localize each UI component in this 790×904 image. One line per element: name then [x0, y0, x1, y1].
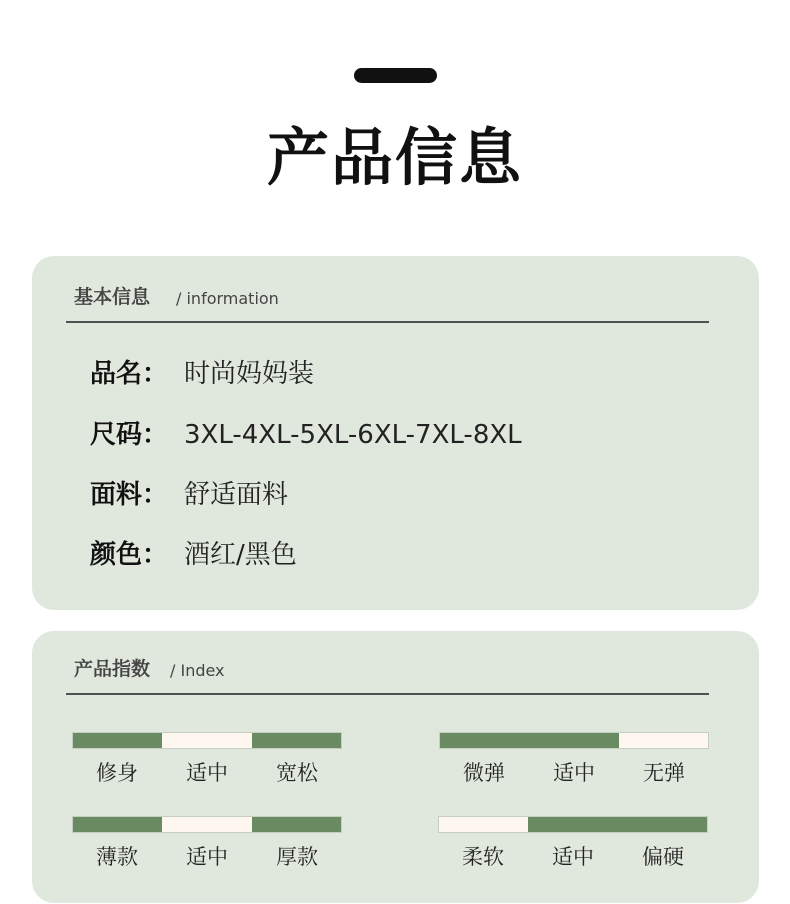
fit-scale [72, 732, 342, 787]
page-title: 产品信息 [266, 121, 523, 194]
info-value: 时尚妈妈装 [184, 359, 315, 389]
scale-bar [439, 732, 709, 749]
scale-label: 适中 [552, 845, 594, 869]
scale-segment [528, 817, 617, 832]
basic-info-subtitle: / information [176, 289, 279, 308]
thickness-scale [72, 816, 342, 871]
info-row-size [90, 415, 522, 455]
scale-label: 宽松 [276, 761, 318, 785]
info-row-fabric [90, 475, 288, 515]
basic-info-card [32, 256, 759, 610]
basic-info-header [66, 281, 709, 323]
scale-segment [252, 817, 341, 832]
info-label: 颜色： [90, 540, 169, 570]
scale-label: 柔软 [462, 845, 504, 869]
product-index-subtitle: / Index [170, 661, 225, 680]
scale-label: 适中 [186, 845, 228, 869]
scale-segment [73, 817, 162, 832]
scale-labels [72, 757, 342, 787]
scale-segment [619, 733, 708, 748]
info-value: 舒适面料 [184, 480, 289, 510]
scale-bar [72, 816, 342, 833]
elasticity-scale [439, 732, 709, 787]
scale-segment [73, 733, 162, 748]
scale-segment [439, 817, 528, 832]
softness-scale [438, 816, 708, 871]
decorative-bar [354, 68, 437, 83]
scale-label: 偏硬 [642, 845, 684, 869]
scale-label: 修身 [96, 761, 138, 785]
info-row-name [90, 354, 314, 394]
scale-label: 适中 [186, 761, 228, 785]
scale-label: 薄款 [96, 845, 138, 869]
info-label: 尺码： [90, 420, 169, 450]
scale-label: 适中 [553, 761, 595, 785]
product-index-header [66, 653, 709, 695]
scale-segment [529, 733, 618, 748]
scale-segment [440, 733, 529, 748]
scale-segment [618, 817, 707, 832]
scale-labels [438, 841, 708, 871]
scale-segment [162, 817, 251, 832]
scale-bar [438, 816, 708, 833]
scale-labels [72, 841, 342, 871]
info-label: 面料： [90, 480, 169, 510]
info-label: 品名： [90, 359, 169, 389]
scale-bar [72, 732, 342, 749]
basic-info-title: 基本信息 [74, 286, 151, 308]
scale-segment [162, 733, 251, 748]
info-value: 3XL-4XL-5XL-6XL-7XL-8XL [184, 420, 522, 450]
scale-segment [252, 733, 341, 748]
scale-label: 无弹 [643, 761, 685, 785]
product-index-card [32, 631, 759, 903]
info-row-color [90, 535, 297, 575]
scale-label: 微弹 [463, 761, 505, 785]
scale-label: 厚款 [276, 845, 318, 869]
product-index-title: 产品指数 [74, 658, 151, 680]
scale-labels [439, 757, 709, 787]
info-value: 酒红/黑色 [184, 540, 297, 570]
